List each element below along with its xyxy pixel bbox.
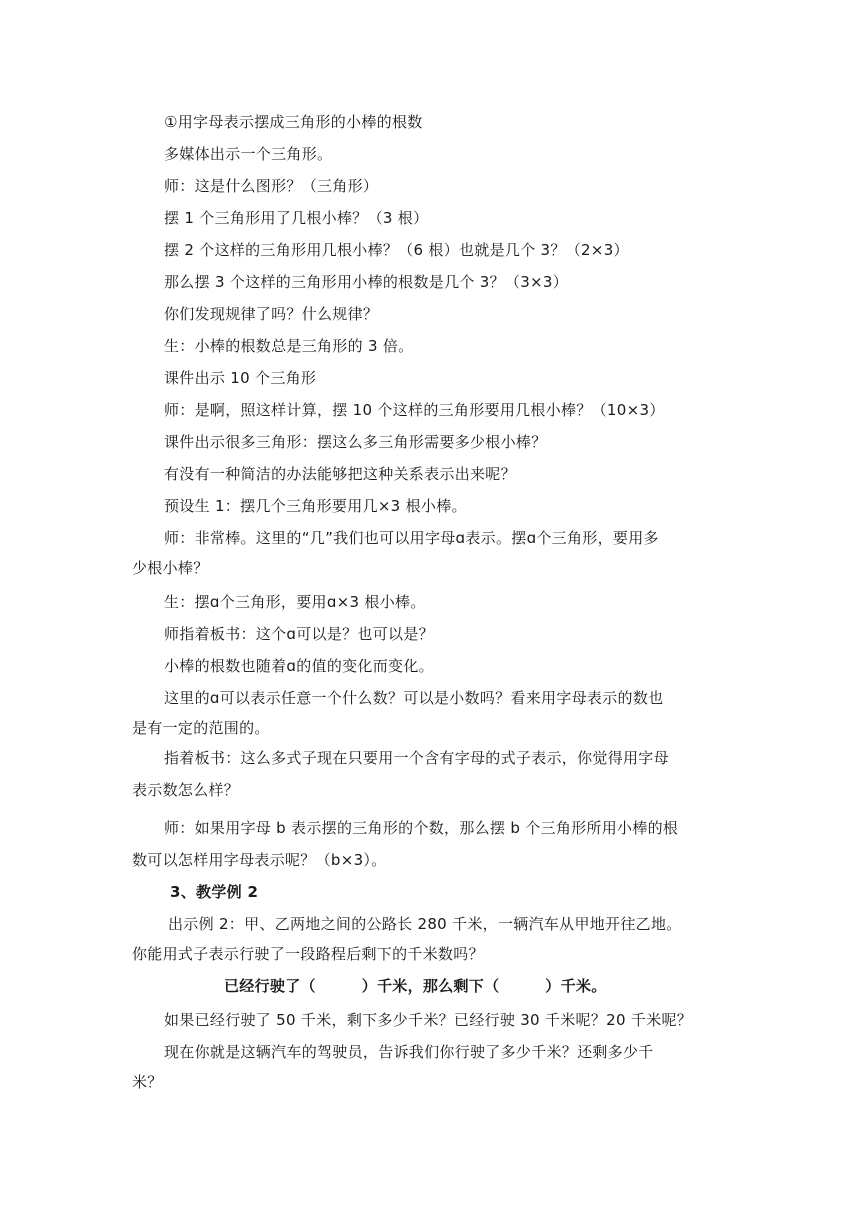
text-line: 出示例 2：甲、乙两地之间的公路长 280 千米，一辆汽车从甲地开往乙地。: [168, 915, 682, 933]
text-line: 少根小棒？: [132, 559, 209, 577]
text-line: 那么摆 3 个这样的三角形用小棒的根数是几个 3？（3×3）: [164, 273, 569, 291]
text-line: 如果已经行驶了 50 千米，剩下多少千米？已经行驶 30 千米呢？20 千米呢？: [164, 1011, 693, 1029]
text-line: 课件出示 10 个三角形: [164, 369, 317, 387]
text-line: 师指着板书：这个ɑ可以是？也可以是？: [164, 625, 434, 643]
text-line: 表示数怎么样？: [132, 781, 240, 799]
text-line: ①用字母表示摆成三角形的小棒的根数: [164, 113, 423, 131]
text-line: 小棒的根数也随着ɑ的值的变化而变化。: [164, 657, 434, 675]
text-line: 课件出示很多三角形：摆这么多三角形需要多少根小棒？: [164, 433, 547, 451]
text-line: 是有一定的范围的。: [132, 719, 270, 737]
text-line: 这里的ɑ可以表示任意一个什么数？可以是小数吗？看来用字母表示的数也: [164, 689, 664, 707]
text-line: 你能用式子表示行驶了一段路程后剩下的千米数吗？: [132, 945, 484, 963]
text-line: 生：小棒的根数总是三角形的 3 倍。: [164, 337, 414, 355]
text-line: 你们发现规律了吗？什么规律？: [164, 305, 379, 323]
text-line: 有没有一种简洁的办法能够把这种关系表示出来呢？: [164, 465, 516, 483]
text-line: 生：摆ɑ个三角形，要用ɑ×3 根小棒。: [164, 593, 426, 611]
text-line: 多媒体出示一个三角形。: [164, 145, 333, 163]
text-line: 米？: [132, 1073, 163, 1091]
text-line: 现在你就是这辆汽车的驾驶员，告诉我们你行驶了多少千米？还剩多少千: [164, 1043, 654, 1061]
text-line: 师：非常棒。这里的“几”我们也可以用字母ɑ表示。摆ɑ个三角形，要用多: [164, 529, 659, 547]
text-line: 摆 2 个这样的三角形用几根小棒？（6 根）也就是几个 3？（2×3）: [164, 241, 629, 259]
text-line: 师：如果用字母 b 表示摆的三角形的个数，那么摆 b 个三角形所用小棒的根: [164, 819, 679, 837]
text-line: 数可以怎样用字母表示呢？（b×3）。: [132, 851, 387, 869]
fill-in-blank-line: 已经行驶了（ ）千米，那么剩下（ ）千米。: [224, 977, 607, 995]
text-line: 师：是啊，照这样计算，摆 10 个这样的三角形要用几根小棒？（10×3）: [164, 401, 665, 419]
text-line: 摆 1 个三角形用了几根小棒？（3 根）: [164, 209, 429, 227]
text-line: 指着板书：这么多式子现在只要用一个含有字母的式子表示，你觉得用字母: [164, 749, 669, 767]
text-line: 师：这是什么图形？（三角形）: [164, 177, 379, 195]
text-line: 预设生 1：摆几个三角形要用几×3 根小棒。: [164, 497, 467, 515]
section-heading: 3、教学例 2: [170, 883, 259, 901]
